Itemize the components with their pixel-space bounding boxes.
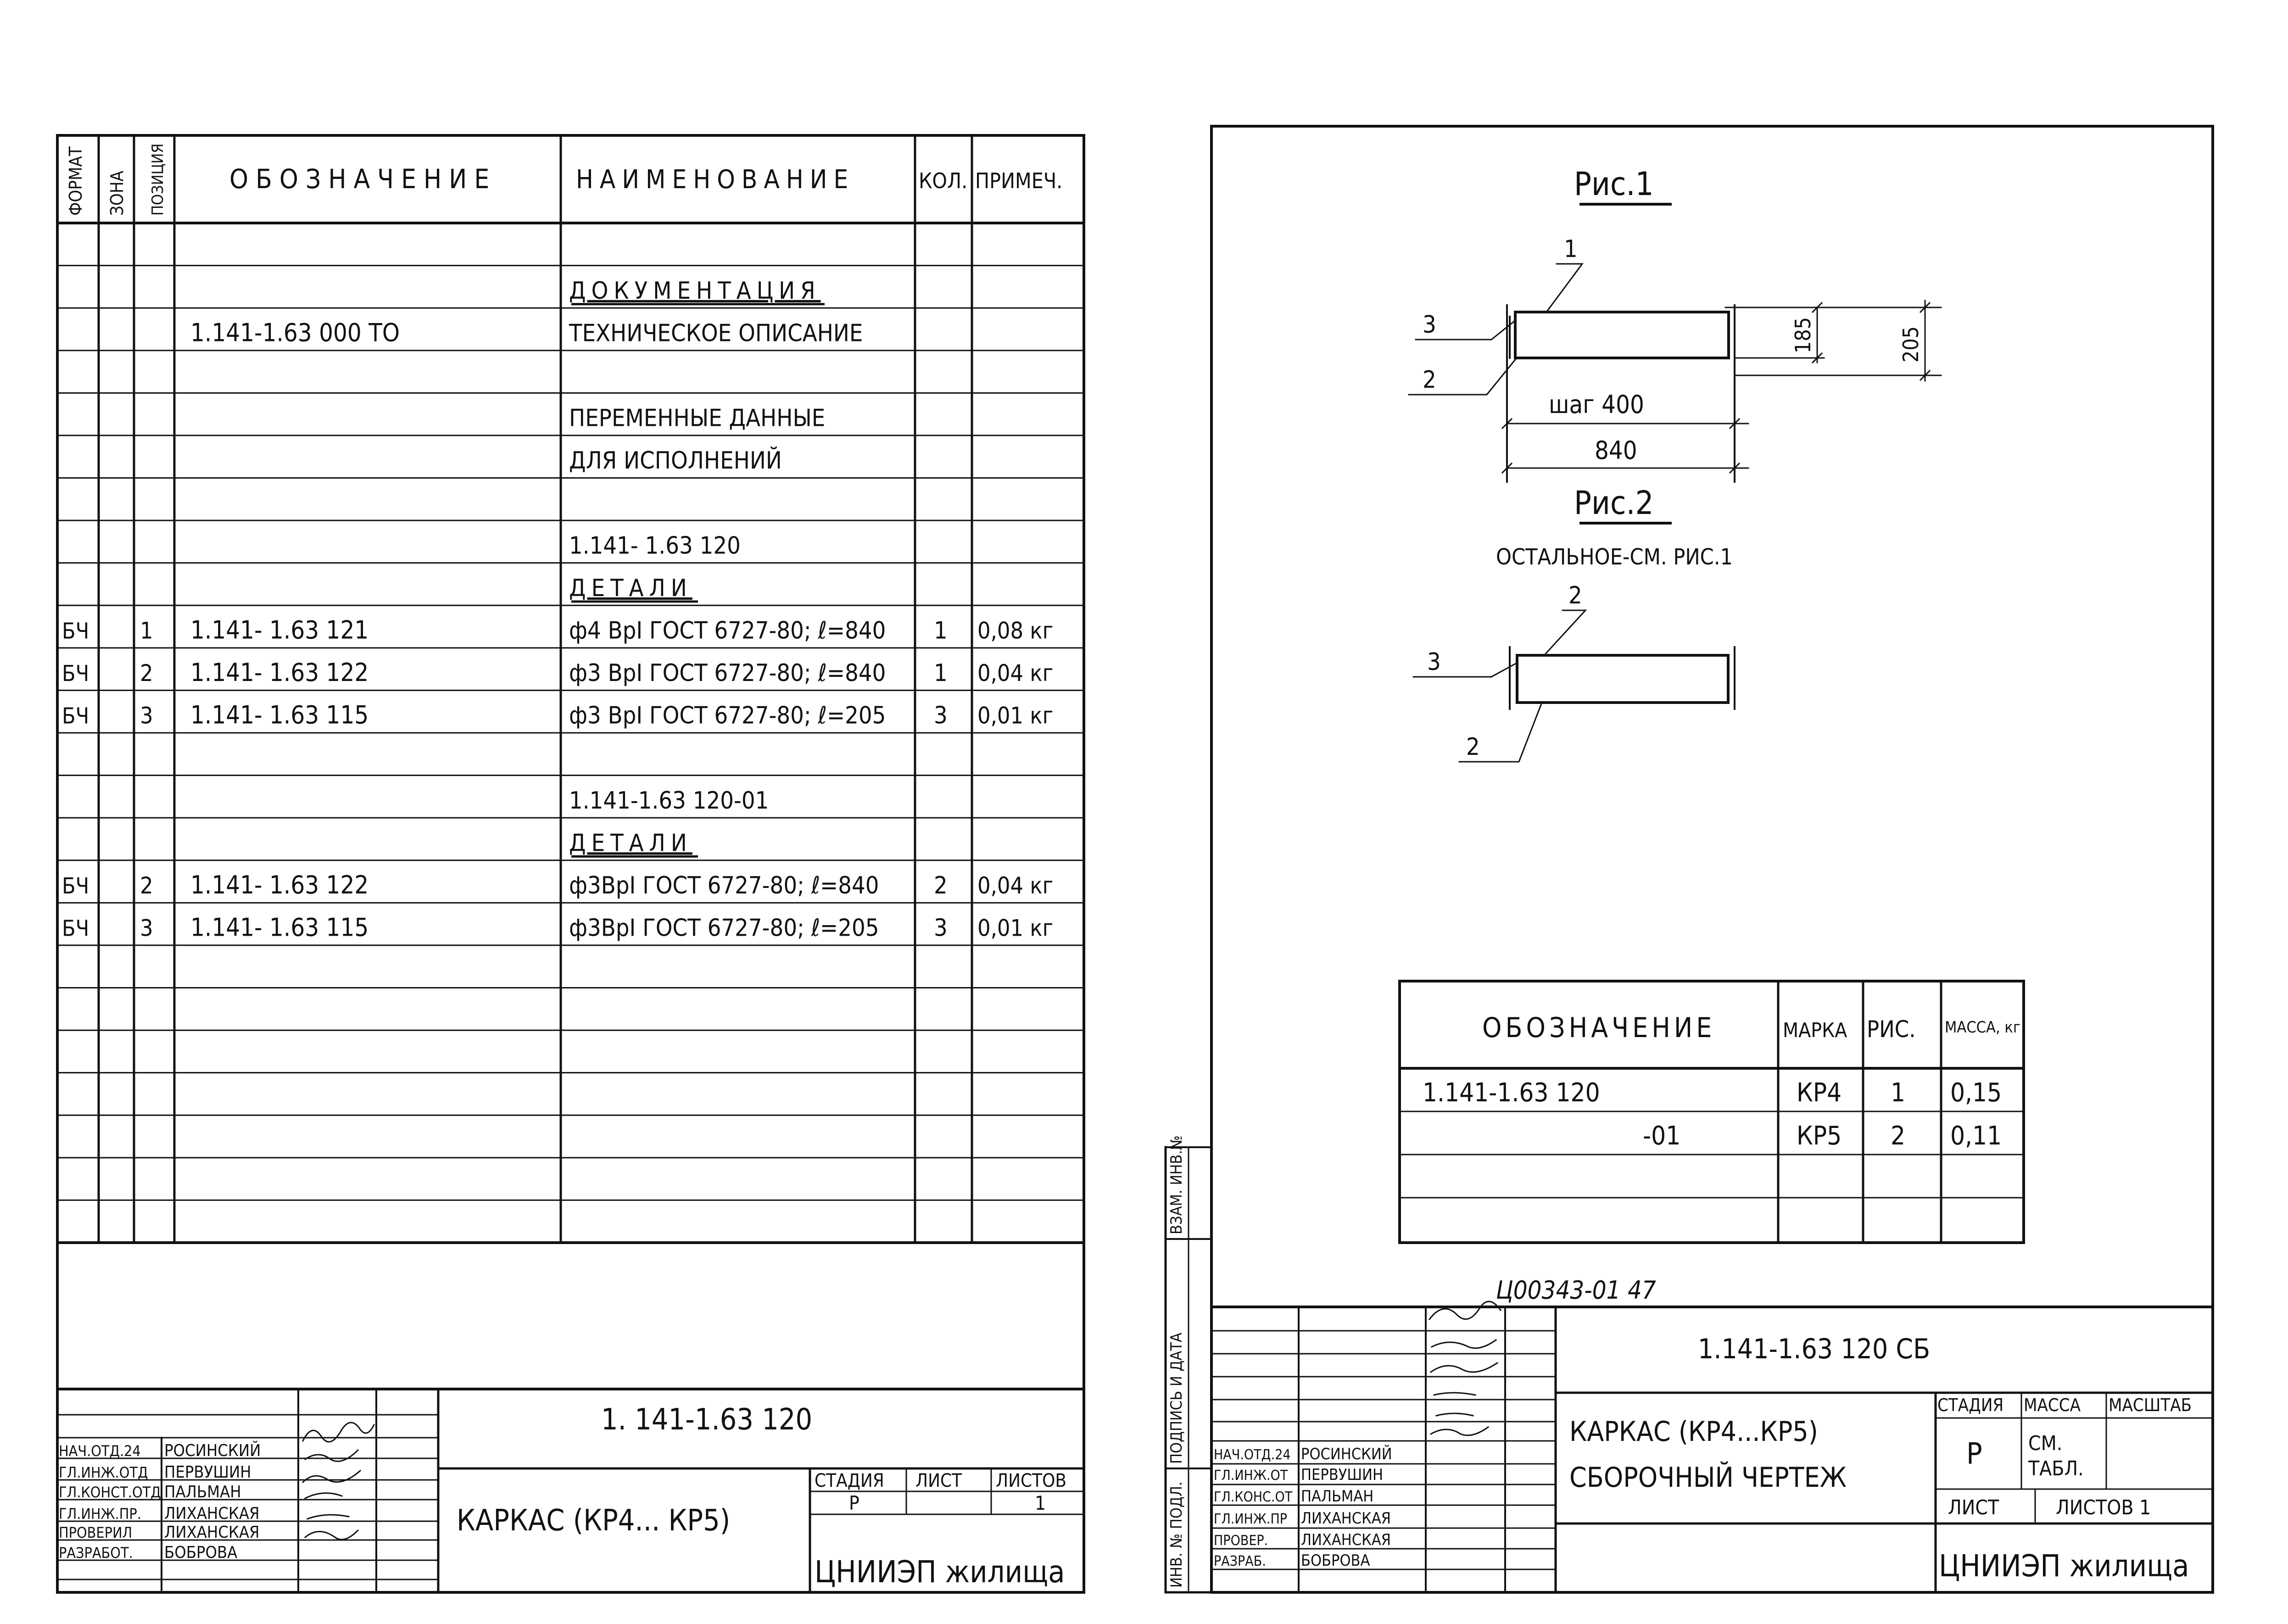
mass-table-header-fig: РИС. <box>1867 1016 1916 1043</box>
fig2-callout-3: 3 <box>1427 648 1441 676</box>
spec-cell-designation: 1.141- 1.63 121 <box>190 615 369 645</box>
spec-cell-name: ДОКУМЕНТАЦИЯ <box>569 277 821 305</box>
assembly-sheet <box>1166 126 2213 1592</box>
column-designation-header: ОБОЗНАЧЕНИЕ <box>229 163 497 195</box>
spec-org-name: ЦНИИЭП жилища <box>815 1554 1065 1590</box>
spec-title-block-designation: 1. 141-1.63 120 <box>601 1403 813 1437</box>
spec-cell-designation: 1.141- 1.63 115 <box>190 700 369 730</box>
spec-stage-value: Р <box>849 1492 859 1514</box>
spec-cell-note: 0,04 кг <box>977 872 1054 899</box>
spec-stage-label: СТАДИЯ <box>815 1470 884 1491</box>
spec-cell-format: БЧ <box>62 915 89 942</box>
fig1-step-label: шаг 400 <box>1549 390 1644 419</box>
spec-cell-name: ДЕТАЛИ <box>569 574 692 602</box>
spec-cell-designation: 1.141- 1.63 122 <box>190 658 369 687</box>
spec-cell-note: 0,01 кг <box>977 702 1054 729</box>
spec-cell-designation: 1.141- 1.63 115 <box>190 913 369 942</box>
assembly-stage-label: СТАДИЯ <box>1937 1395 2004 1415</box>
column-format-header: ФОРМАТ <box>66 146 86 216</box>
spec-title-block-title: КАРКАС (КР4... КР5) <box>457 1504 731 1538</box>
fig1-callout-2: 2 <box>1423 366 1436 394</box>
spec-cell-qty: 1 <box>934 617 948 645</box>
spec-cell-name: ф3 ВрI ГОСТ 6727-80; ℓ=840 <box>569 659 886 687</box>
assembly-role: ПРОВЕР. <box>1214 1533 1268 1549</box>
assembly-person-name: БОБРОВА <box>1301 1551 1370 1570</box>
spec-cell-qty: 3 <box>934 702 948 730</box>
spec-sheet-label: ЛИСТ <box>915 1470 962 1491</box>
column-name-header: НАИМЕНОВАНИЕ <box>576 165 855 195</box>
assembly-person-name: РОСИНСКИЙ <box>1301 1445 1392 1463</box>
mass-table-cell: 1 <box>1891 1078 1906 1108</box>
spec-cell-name: ПЕРЕМЕННЫЕ ДАННЫЕ <box>569 404 826 432</box>
spec-cell-qty: 2 <box>934 871 948 899</box>
fig1-length-label: 840 <box>1595 436 1637 465</box>
assembly-scale-label: МАСШТАБ <box>2109 1395 2192 1415</box>
assembly-role: ГЛ.КОНС.ОТ <box>1214 1489 1293 1505</box>
fig1-dim-205: 205 <box>1898 326 1923 363</box>
spec-people-list <box>59 1441 261 1562</box>
spec-cell-name: ф3ВрI ГОСТ 6727-80; ℓ=840 <box>569 871 879 899</box>
archive-number: Ц00343-01 47 <box>1496 1276 1656 1305</box>
column-qty-header: КОЛ. <box>919 168 968 193</box>
mass-table-cell: КР4 <box>1797 1078 1842 1108</box>
spec-cell-name: ф3ВрI ГОСТ 6727-80; ℓ=205 <box>569 914 879 942</box>
spec-person-name: ПАЛЬМАН <box>164 1483 241 1501</box>
specification-rows <box>62 277 1053 942</box>
assembly-mass-value-2: ТАБЛ. <box>2028 1457 2084 1480</box>
spec-cell-pos: 2 <box>140 660 153 687</box>
spec-cell-note: 0,04 кг <box>977 660 1054 687</box>
spec-cell-name: 1.141-1.63 120-01 <box>569 787 769 815</box>
spec-cell-note: 0,01 кг <box>977 915 1054 942</box>
assembly-sheets-label: ЛИСТОВ 1 <box>2056 1496 2151 1519</box>
mass-table-cell: 1.141-1.63 120 <box>1423 1078 1600 1108</box>
spec-sheets-label: ЛИСТОВ <box>996 1470 1067 1491</box>
mass-table-rows <box>1423 1078 2002 1151</box>
assembly-title-line-1: КАРКАС (КР4...КР5) <box>1569 1416 1818 1448</box>
spec-cell-designation: 1.141- 1.63 122 <box>190 870 369 899</box>
spec-cell-pos: 3 <box>140 915 153 942</box>
mass-table-cell: 0,15 <box>1950 1078 2002 1108</box>
column-zone-header: ЗОНА <box>107 171 127 216</box>
assembly-person-name: ЛИХАНСКАЯ <box>1301 1531 1391 1549</box>
fig1-dim-185: 185 <box>1791 317 1815 353</box>
spec-cell-pos: 1 <box>140 617 153 644</box>
spec-cell-format: БЧ <box>62 703 89 729</box>
spec-sheets-value: 1 <box>1035 1492 1046 1514</box>
mass-table-cell: КР5 <box>1797 1121 1842 1151</box>
side-stamp-sign: ПОДПИСЬ И ДАТА <box>1167 1333 1186 1464</box>
fig2-note: ОСТАЛЬНОЕ-СМ. РИС.1 <box>1496 544 1733 570</box>
spec-cell-name: ДЕТАЛИ <box>569 829 692 857</box>
mass-table-header-mark: МАРКА <box>1783 1019 1847 1042</box>
spec-person-name: БОБРОВА <box>164 1543 238 1562</box>
spec-person-name: РОСИНСКИЙ <box>164 1441 261 1460</box>
spec-cell-name: ТЕХНИЧЕСКОЕ ОПИСАНИЕ <box>569 319 863 347</box>
fig2-caption: Рис.2 <box>1574 484 1654 522</box>
spec-cell-name: 1.141- 1.63 120 <box>569 532 741 560</box>
spec-cell-name: ф4 ВрI ГОСТ 6727-80; ℓ=840 <box>569 617 886 645</box>
mass-table-cell: 2 <box>1891 1121 1906 1151</box>
fig1-callout-1: 1 <box>1564 235 1578 263</box>
mass-table-cell: -01 <box>1643 1121 1681 1151</box>
spec-cell-designation: 1.141-1.63 000 ТО <box>190 318 400 347</box>
spec-role: ГЛ.КОНСТ.ОТД <box>59 1484 161 1501</box>
assembly-role: НАЧ.ОТД.24 <box>1214 1447 1291 1463</box>
mass-table-header-designation: ОБОЗНАЧЕНИЕ <box>1482 1012 1716 1044</box>
spec-role: ПРОВЕРИЛ <box>59 1524 133 1541</box>
assembly-sheet-label: ЛИСТ <box>1948 1496 1999 1519</box>
spec-cell-format: БЧ <box>62 873 89 899</box>
assembly-role: ГЛ.ИНЖ.ОТ <box>1214 1468 1288 1484</box>
spec-role: ГЛ.ИНЖ.ОТД <box>59 1464 148 1481</box>
assembly-title-block-designation: 1.141-1.63 120 СБ <box>1698 1333 1931 1365</box>
side-stamp-inv: ИНВ. № ПОДЛ. <box>1167 1481 1186 1588</box>
assembly-role: ГЛ.ИНЖ.ПР <box>1214 1511 1288 1527</box>
spec-cell-pos: 2 <box>140 872 153 899</box>
spec-person-name: ЛИХАНСКАЯ <box>164 1504 260 1523</box>
assembly-stage-value: Р <box>1966 1437 1982 1471</box>
side-stamp-vzam: ВЗАМ. ИНВ.№ <box>1167 1135 1186 1234</box>
spec-cell-name: ф3 ВрI ГОСТ 6727-80; ℓ=205 <box>569 702 886 730</box>
assembly-mass-label: МАССА <box>2024 1395 2081 1415</box>
assembly-org-name: ЦНИИЭП жилища <box>1939 1548 2189 1584</box>
fig2-callout-2-top: 2 <box>1568 582 1582 609</box>
spec-cell-format: БЧ <box>62 618 89 644</box>
assembly-title-line-2: СБОРОЧНЫЙ ЧЕРТЕЖ <box>1569 1462 1847 1494</box>
column-position-header: ПОЗИЦИЯ <box>149 143 167 216</box>
spec-cell-note: 0,08 кг <box>977 617 1054 644</box>
mass-table-header-mass: МАССА, кг <box>1945 1018 2020 1037</box>
assembly-person-name: ПЕРВУШИН <box>1301 1466 1384 1484</box>
specification-sheet <box>57 135 1084 1592</box>
spec-cell-qty: 1 <box>934 659 948 687</box>
assembly-role: РАЗРАБ. <box>1214 1553 1266 1569</box>
assembly-person-name: ЛИХАНСКАЯ <box>1301 1509 1391 1528</box>
spec-cell-qty: 3 <box>934 914 948 942</box>
spec-person-name: ЛИХАНСКАЯ <box>164 1523 260 1542</box>
fig1-caption: Рис.1 <box>1574 165 1654 203</box>
spec-role: РАЗРАБОТ. <box>59 1544 133 1562</box>
spec-cell-pos: 3 <box>140 702 153 729</box>
spec-role: НАЧ.ОТД.24 <box>59 1442 141 1460</box>
fig1-callout-3: 3 <box>1423 311 1436 339</box>
fig2-callout-2-bottom: 2 <box>1466 733 1480 761</box>
spec-person-name: ПЕРВУШИН <box>164 1463 251 1482</box>
spec-role: ГЛ.ИНЖ.ПР. <box>59 1505 141 1523</box>
column-note-header: ПРИМЕЧ. <box>975 168 1063 193</box>
spec-cell-name: ДЛЯ ИСПОЛНЕНИЙ <box>569 447 782 475</box>
mass-table-cell: 0,11 <box>1950 1121 2002 1151</box>
spec-cell-format: БЧ <box>62 661 89 687</box>
assembly-mass-value-1: СМ. <box>2028 1432 2063 1455</box>
assembly-person-name: ПАЛЬМАН <box>1301 1487 1374 1506</box>
